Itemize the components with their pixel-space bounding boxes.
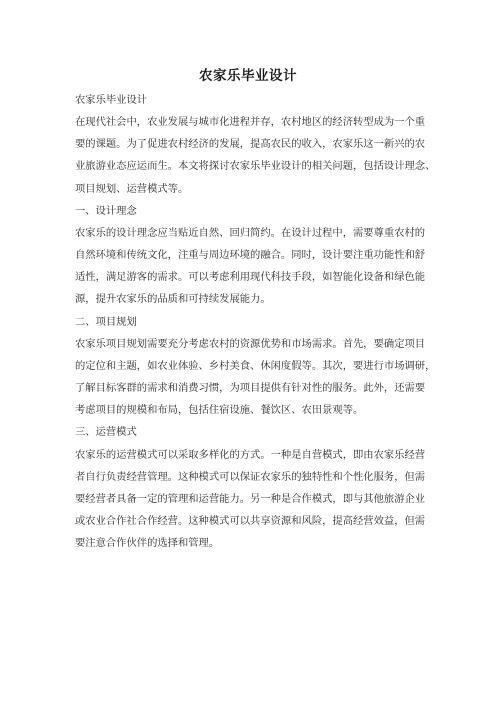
- section-heading: 二、项目规划: [75, 316, 137, 328]
- body-line: 农家乐的运营模式可以采取多样化的方式。一种是自营模式，即由农家乐经营: [75, 449, 426, 461]
- section-heading: 一、设计理念: [75, 205, 137, 217]
- document-title: 农家乐毕业设计: [199, 68, 297, 84]
- body-line: 农家乐项目规划需要充分考虑农村的资源优势和市场需求。首先，要确定项目: [75, 338, 426, 350]
- body-line: 项目规划、运营模式等。: [75, 183, 189, 195]
- body-line: 了解目标客群的需求和消费习惯，为项目提供有针对性的服务。此外，还需要: [75, 382, 426, 394]
- body-line: 要注意合作伙伴的选择和管理。: [75, 537, 220, 549]
- body-line: 要的课题。为了促进农村经济的发展，提高农民的收入，农家乐这一新兴的农: [75, 138, 426, 150]
- body-line: 适性，满足游客的需求。可以考虑利用现代科技手段，如智能化设备和绿色能: [75, 271, 426, 283]
- body-line: 要经营者具备一定的管理和运营能力。另一种是合作模式，即与其他旅游企业: [75, 493, 426, 505]
- body-line: 在现代社会中，农业发展与城市化进程并存，农村地区的经济转型成为一个重: [75, 116, 426, 128]
- body-line: 考虑项目的规模和布局，包括住宿设施、餐饮区、农田景观等。: [75, 404, 364, 416]
- body-line: 的定位和主题，如农业体验、乡村美食、休闲度假等。其次，要进行市场调研，: [75, 360, 436, 372]
- section-heading: 三、运营模式: [75, 426, 137, 438]
- body-line: 业旅游业态应运而生。本文将探讨农家乐毕业设计的相关问题，包括设计理念、: [75, 160, 436, 172]
- body-line: 或农业合作社合作经营。这种模式可以共享资源和风险，提高经营效益，但需: [75, 515, 426, 527]
- body-line: 源，提升农家乐的品质和可持续发展能力。: [75, 293, 271, 305]
- body-line: 者自行负责经营管理。这种模式可以保证农家乐的独特性和个性化服务，但需: [75, 471, 426, 483]
- body-line: 农家乐毕业设计: [75, 94, 148, 106]
- body-line: 农家乐的设计理念应当贴近自然、回归简约。在设计过程中，需要尊重农村的: [75, 227, 426, 239]
- body-line: 自然环境和传统文化，注重与周边环境的融合。同时，设计要注重功能性和舒: [75, 249, 426, 261]
